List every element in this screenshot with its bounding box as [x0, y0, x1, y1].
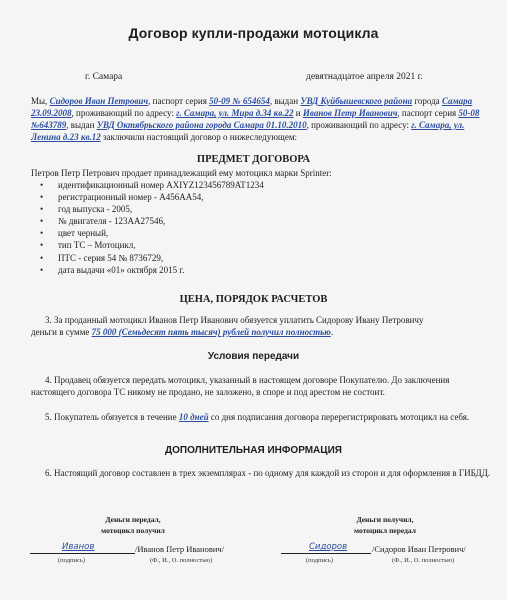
intro-text: , проживающий по адресу: [306, 120, 412, 131]
reregistration-days: 10 дней [178, 412, 209, 422]
seller-address: г. Самара, ул. Мира д.34 кв.22 [176, 108, 294, 119]
buyer-signature-title [78, 514, 188, 536]
list-item: • № двигателя - 123АА27546, [40, 215, 264, 227]
price-text: 3. За проданный мотоцикл Иванов Петр Иванович обязуется уплатить Сидорову Ивану Петровичу [45, 315, 424, 325]
list-item: • год выпуска - 2005, [40, 203, 264, 215]
seller-passport: 50-09 № 654654 [209, 96, 270, 106]
signature-title-line: мотоцикл получил [101, 526, 165, 535]
seller-sign-caption: (подпись) [306, 557, 333, 564]
signature-title-line: мотоцикл передал [354, 526, 416, 535]
intro-text: , выдан [269, 96, 301, 106]
seller-fio-caption: (Ф., И., О. полностью) [392, 557, 455, 564]
transfer-paragraph-4: 4. Продавец обязуется передать мотоцикл, указанный в настоящем договоре Покупателю. До заключения настоящего договора ТС никому не продано, не заложено, в споре и под арестом не состоит. [31, 375, 450, 398]
intro-text: Мы, [31, 96, 50, 106]
buyer-name: Иванов Петр Иванович [302, 108, 398, 119]
contract-city: г. Самара [85, 72, 123, 82]
section-heading-transfer: Условия передачи [207, 351, 300, 362]
buyer-passport: 50-08 №643789 [31, 108, 480, 131]
buyer-full-name: /Иванов Петр Иванович/ [135, 544, 225, 554]
seller-signature-title [330, 514, 440, 536]
signature-title-line: Деньги передал, [105, 515, 161, 524]
seller-signature-line [281, 553, 371, 554]
section-heading-subject: ПРЕДМЕТ ДОГОВОРА [196, 154, 311, 165]
price-text: деньги в сумме [31, 327, 92, 338]
motorcycle-details-list [40, 179, 264, 276]
section-heading-price: ЦЕНА, ПОРЯДОК РАСЧЕТОВ [179, 294, 328, 305]
intro-text: , паспорт серия [148, 96, 210, 106]
price-paragraph [31, 314, 493, 338]
transfer-text: 5. Покупатель обязуется в течение [45, 412, 179, 422]
document-title: Договор купли-продажи мотоцикла [128, 25, 379, 41]
intro-text: города [412, 96, 442, 106]
buyer-signature-line [30, 553, 135, 554]
seller-issued-by: УВД Куйбышевского района [300, 96, 413, 106]
buyer-sign-caption: (подпись) [58, 557, 85, 564]
list-item: • ПТС - серия 54 № 8736729, [40, 252, 264, 264]
seller-city-date: Самара 23.09.2008 [31, 96, 473, 119]
section-heading-additional: ДОПОЛНИТЕЛЬНАЯ ИНФОРМАЦИЯ [165, 445, 342, 456]
intro-text: , проживающий по адресу: [71, 108, 177, 119]
buyer-issued-by: УВД Октябрьского района города Самара 01.10.2010 [96, 120, 307, 131]
price-text: . [330, 327, 334, 338]
list-item: • дата выдачи «01» октября 2015 г. [40, 264, 264, 276]
intro-text: заключили настоящий договор о нижеследующем: [100, 132, 298, 143]
price-amount: 75 000 (Семьдесят пять тысяч) рублей получил полностью [91, 327, 331, 338]
transfer-text: со дня подписания договора перерегистрировать мотоцикл на себя. [208, 412, 470, 422]
seller-full-name: /Сидоров Иван Петрович/ [372, 544, 466, 554]
buyer-fio-caption: (Ф., И., О. полностью) [150, 557, 213, 564]
additional-paragraph: 6. Настоящий договор составлен в трех экземплярах - по одному для каждой из сторон и для оформления в ГИБДД. [45, 468, 490, 478]
buyer-address: г. Самара, ул. Ленина д.23 кв.12 [31, 120, 465, 143]
intro-text: , паспорт серия [397, 108, 459, 119]
signature-title-line: Деньги получил, [356, 515, 414, 524]
intro-paragraph [31, 95, 493, 143]
buyer-handwritten-signature: Иванов [62, 542, 95, 552]
seller-handwritten-signature: Сидоров [309, 542, 348, 552]
transfer-paragraph-5 [31, 411, 493, 423]
seller-name: Сидоров Иван Петрович [49, 96, 149, 106]
list-item: • тип ТС – Мотоцикл, [40, 239, 264, 251]
list-item: • цвет черный, [40, 227, 264, 239]
intro-text: , выдан [66, 120, 97, 131]
list-item: • идентификационный номер AXIYZ123456789AT1234 [40, 179, 264, 191]
subject-lead: Петров Петр Петрович продает принадлежащий ему мотоцикл марки Sprinter: [31, 168, 332, 178]
list-item: • регистрационный номер - А456АА54, [40, 191, 264, 203]
contract-date: девятнадцатое апреля 2021 г. [306, 72, 423, 82]
intro-text: и [293, 108, 303, 119]
